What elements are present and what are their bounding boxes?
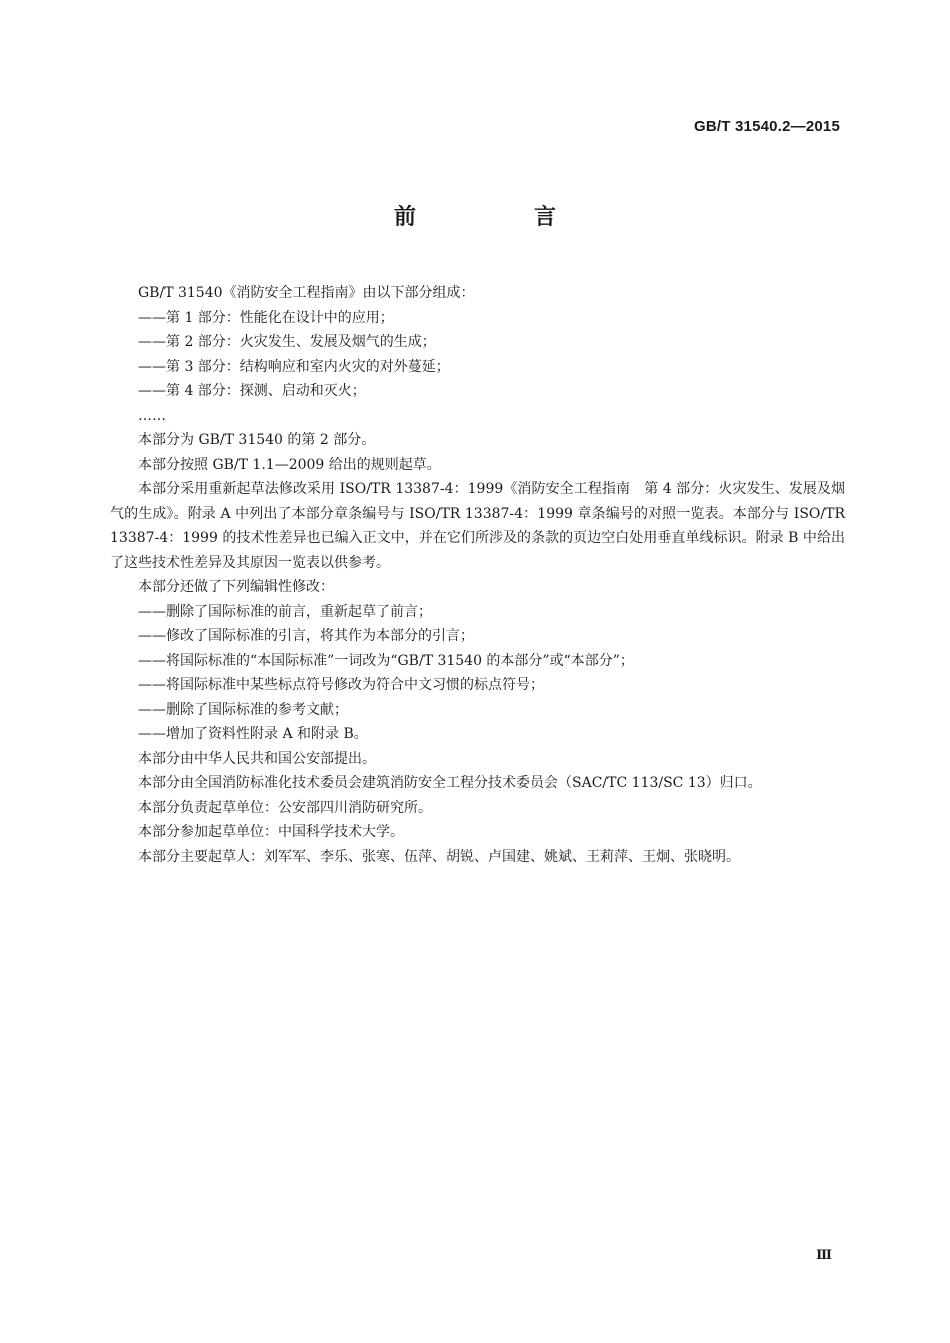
document-body <box>110 281 845 869</box>
paragraph: 本部分由中华人民共和国公安部提出。 <box>138 750 376 767</box>
page-number: Ⅲ <box>816 1248 832 1263</box>
paragraph: 本部分采用重新起草法修改采用 ISO/TR 13387-4：1999《消防安全工程指南 第 4 部分：火灾发生、发展及烟气的生成》。附录 A 中列出了本部分章条编号与 ISO/TR 13387-4：1999 章条编号的对照一览表。本部分与 ISO/TR 13387-4：1999 的技术性差异也已编入正文中，并在它们所涉及的条款的页边空白处用垂直单线标识。附录 B 中给出了这些技术性差异及其原因一览表以供参考。 <box>110 481 845 571</box>
list-item: ——第 2 部分：火灾发生、发展及烟气的生成； <box>138 334 436 350</box>
list-item: ——第 1 部分：性能化在设计中的应用； <box>138 309 394 326</box>
paragraph: 本部分由全国消防标准化技术委员会建筑消防安全工程分技术委员会（SAC/TC 113/SC 13）归口。 <box>138 775 762 791</box>
page-title: 前 言 <box>393 205 604 230</box>
list-item: ——增加了资料性附录 A 和附录 B。 <box>138 726 368 742</box>
list-item: ——将国际标准中某些标点符号修改为符合中文习惯的标点符号； <box>138 677 544 693</box>
paragraph: 本部分负责起草单位：公安部四川消防研究所。 <box>138 799 432 816</box>
paragraph: GB/T 31540《消防安全工程指南》由以下部分组成： <box>138 285 475 301</box>
paragraph: 本部分按照 GB/T 1.1—2009 给出的规则起草。 <box>138 456 441 473</box>
paragraph: 本部分主要起草人：刘军军、李乐、张寒、伍萍、胡锐、卢国建、姚斌、王莉萍、王炯、张晓明。 <box>138 848 740 865</box>
paragraph: 本部分还做了下列编辑性修改： <box>138 579 334 595</box>
ellipsis: …… <box>138 407 166 424</box>
list-item: ——删除了国际标准的参考文献； <box>138 701 348 718</box>
paragraph: 本部分参加起草单位：中国科学技术大学。 <box>138 824 404 840</box>
standard-code: GB/T 31540.2—2015 <box>694 118 840 135</box>
list-item: ——删除了国际标准的前言，重新起草了前言； <box>138 603 432 620</box>
list-item: ——将国际标准的“本国际标准”一词改为“GB/T 31540 的本部分”或“本部分”； <box>138 652 634 669</box>
list-item: ——修改了国际标准的引言，将其作为本部分的引言； <box>138 628 474 644</box>
list-item: ——第 4 部分：探测、启动和灭火； <box>138 383 366 399</box>
paragraph: 本部分为 GB/T 31540 的第 2 部分。 <box>138 432 376 448</box>
list-item: ——第 3 部分：结构响应和室内火灾的对外蔓延； <box>138 358 450 375</box>
